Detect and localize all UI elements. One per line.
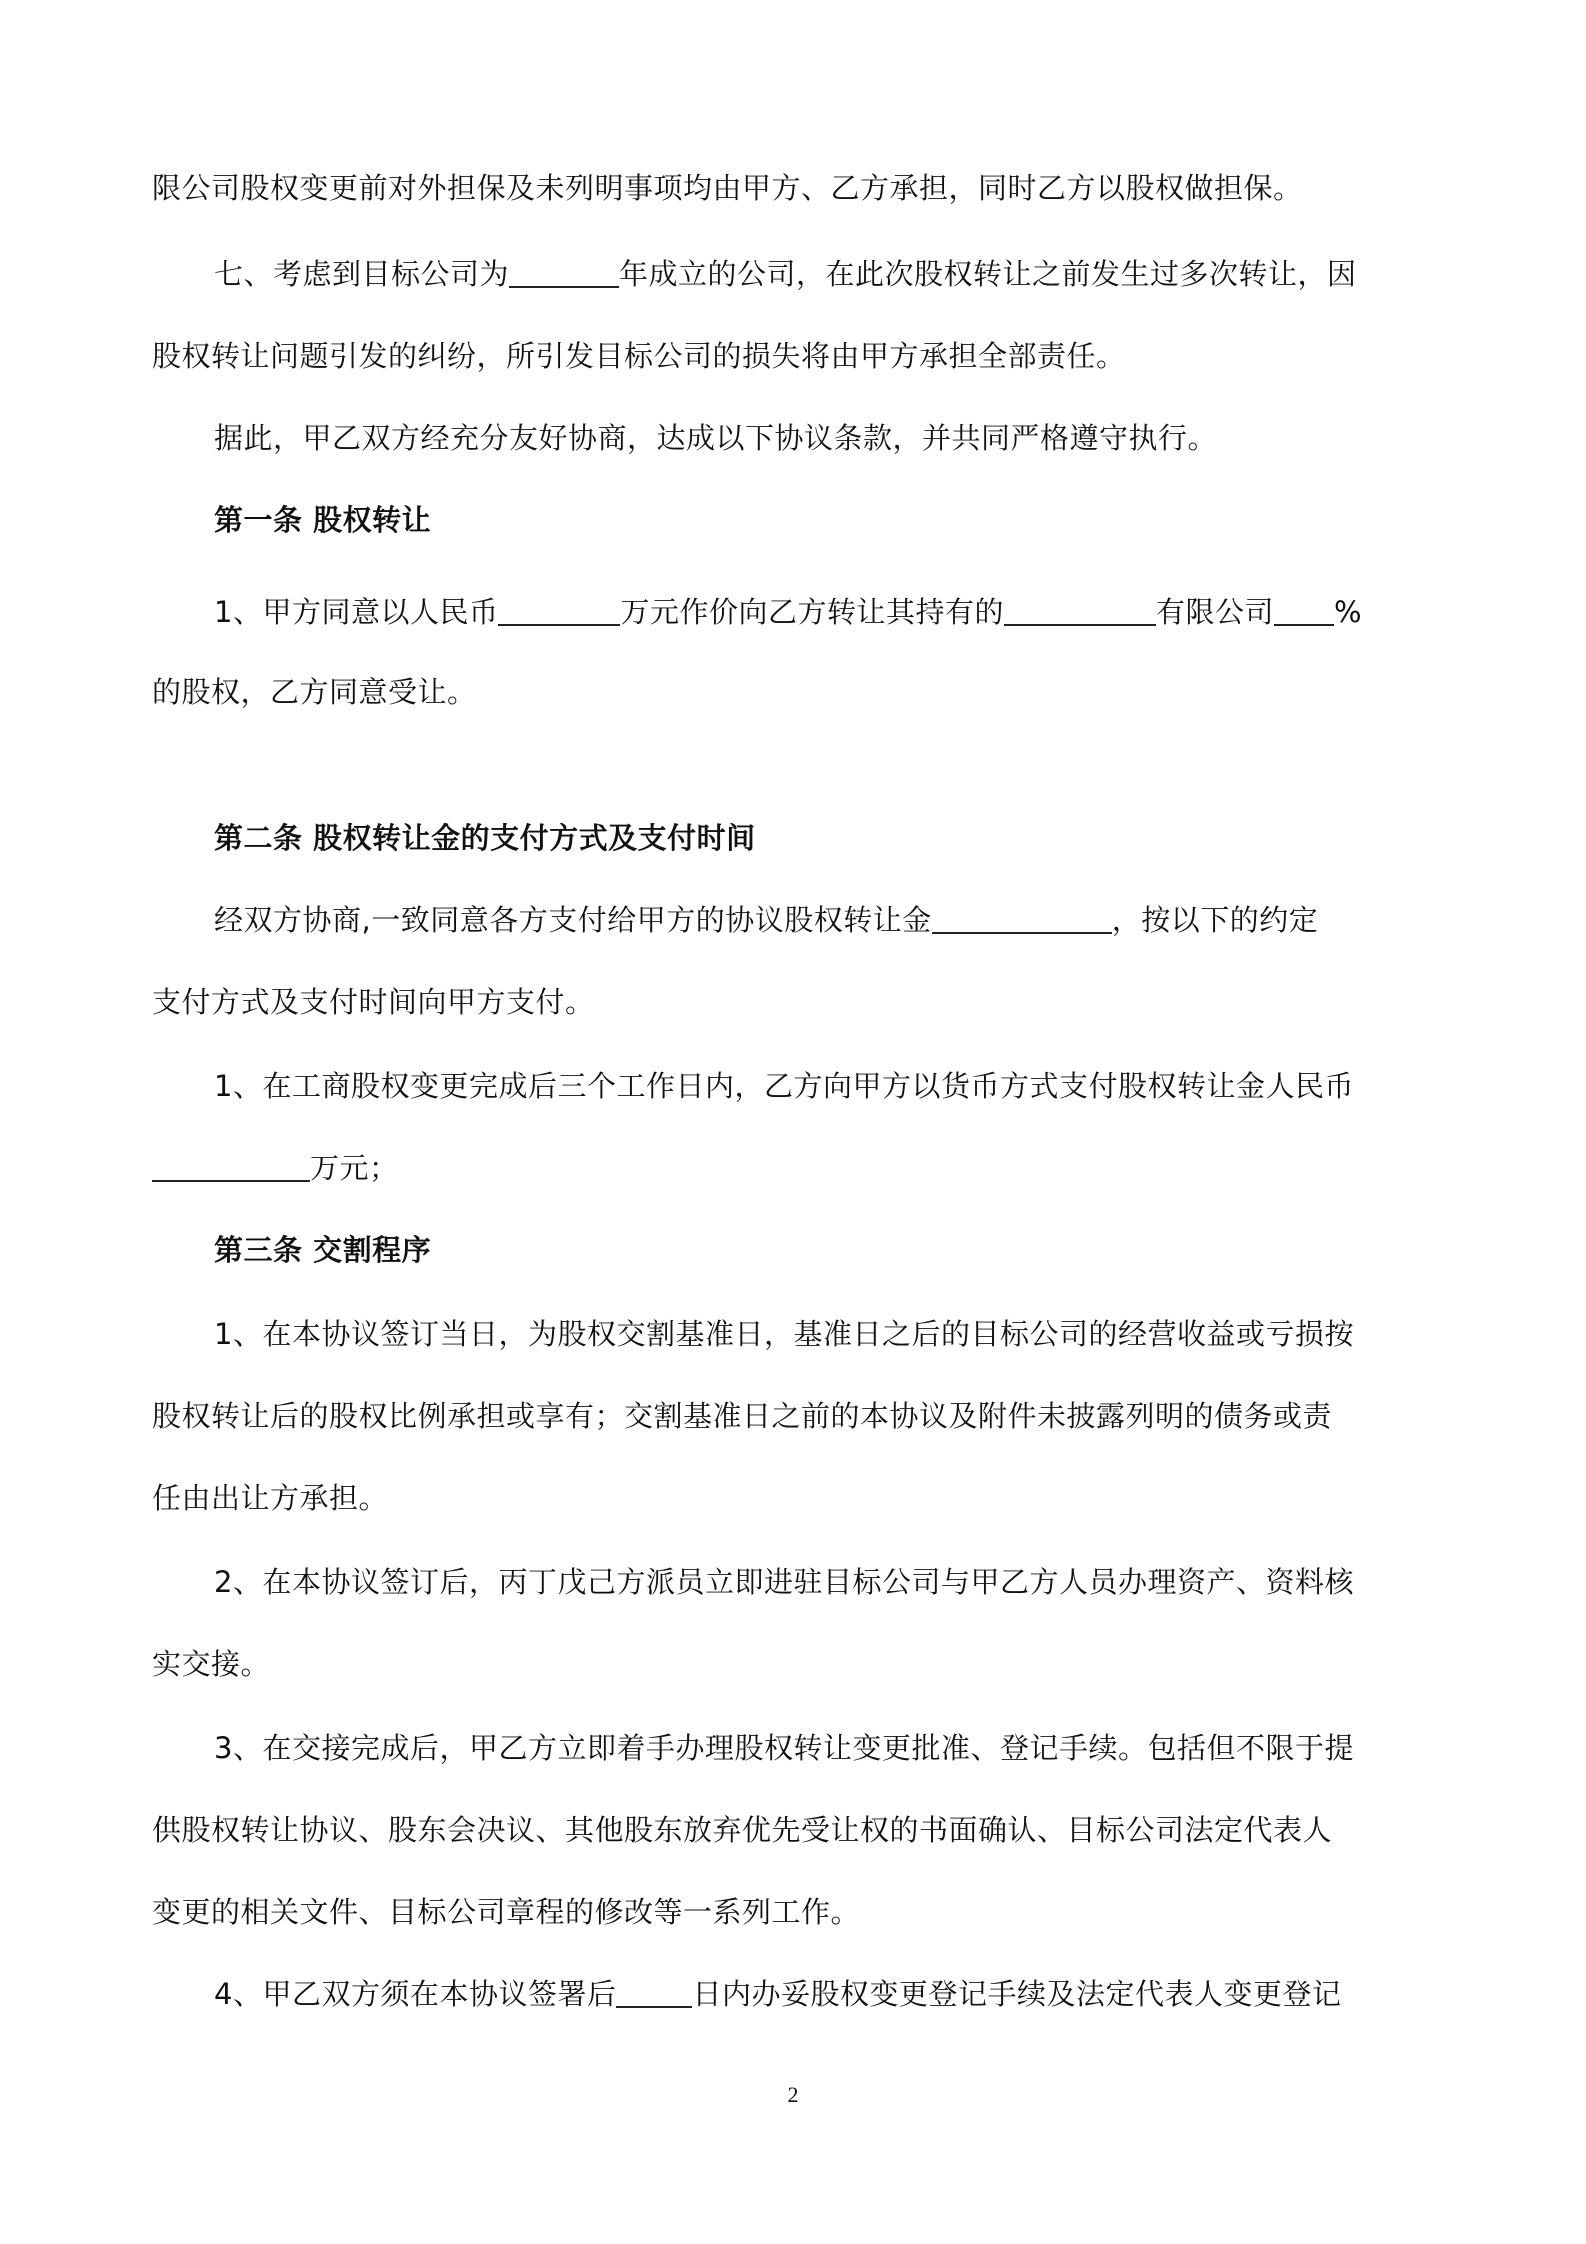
- text-line: 据此，甲乙双方经充分友好协商，达成以下协议条款，并共同严格遵守执行。: [214, 421, 1218, 455]
- text-line: 股权转让问题引发的纠纷，所引发目标公司的损失将由甲方承担全部责任。: [152, 339, 1126, 373]
- blank-transfer-fee: [932, 902, 1112, 934]
- text-line: 变更的相关文件、目标公司章程的修改等一系列工作。: [152, 1895, 861, 1929]
- page-number: 2: [787, 2082, 799, 2107]
- clause-line: 1、甲方同意以人民币 万元作价向乙方转让其持有的 有限公司 %: [214, 595, 1363, 629]
- text-line: 限公司股权变更前对外担保及未列明事项均由甲方、乙方承担，同时乙方以股权做担保。: [152, 171, 1303, 205]
- text-line: 3、在交接完成后，甲乙方立即着手办理股权转让变更批准、登记手续。包括但不限于提: [214, 1731, 1354, 1765]
- section-heading: 第一条 股权转让: [214, 503, 432, 537]
- clause-line: 万元；: [152, 1148, 1442, 1188]
- clause-line: 经双方协商,一致同意各方支付给甲方的协议股权转让金 ，按以下的约定: [214, 903, 1319, 937]
- text-line: 支付方式及支付时间向甲方支付。: [152, 985, 595, 1019]
- section-heading: 第二条 股权转让金的支付方式及支付时间: [214, 821, 756, 855]
- blank-payment-amount: [152, 1150, 310, 1182]
- section-heading: 第三条 交割程序: [214, 1233, 432, 1267]
- text-line: 2、在本协议签订后，丙丁戊己方派员立即进驻目标公司与甲乙方人员办理资产、资料核: [214, 1565, 1354, 1599]
- blank-company: [1004, 594, 1156, 626]
- text-line: 1、在本协议签订当日，为股权交割基准日，基准日之后的目标公司的经营收益或亏损按: [214, 1317, 1354, 1351]
- text-line: 供股权转让协议、股东会决议、其他股东放弃优先受让权的书面确认、目标公司法定代表人: [152, 1813, 1333, 1847]
- clause-seven: 七、考虑到目标公司为 年成立的公司，在此次股权转让之前发生过多次转让，因: [214, 257, 1357, 291]
- text-line: 1、在工商股权变更完成后三个工作日内，乙方向甲方以货币方式支付股权转让金人民币: [214, 1069, 1354, 1103]
- text-line: 股权转让后的股权比例承担或享有；交割基准日之前的本协议及附件未披露列明的债务或责: [152, 1399, 1333, 1433]
- clause-line: 4、甲乙双方须在本协议签署后 日内办妥股权变更登记手续及法定代表人变更登记: [214, 1977, 1342, 2011]
- blank-amount: [498, 594, 620, 626]
- text-line: 的股权，乙方同意受让。: [152, 675, 477, 709]
- text-line: 实交接。: [152, 1647, 271, 1681]
- blank-percent: [1274, 594, 1334, 626]
- text-line: 任由出让方承担。: [152, 1481, 389, 1515]
- blank-year: [509, 256, 619, 288]
- blank-days: [616, 1976, 692, 2008]
